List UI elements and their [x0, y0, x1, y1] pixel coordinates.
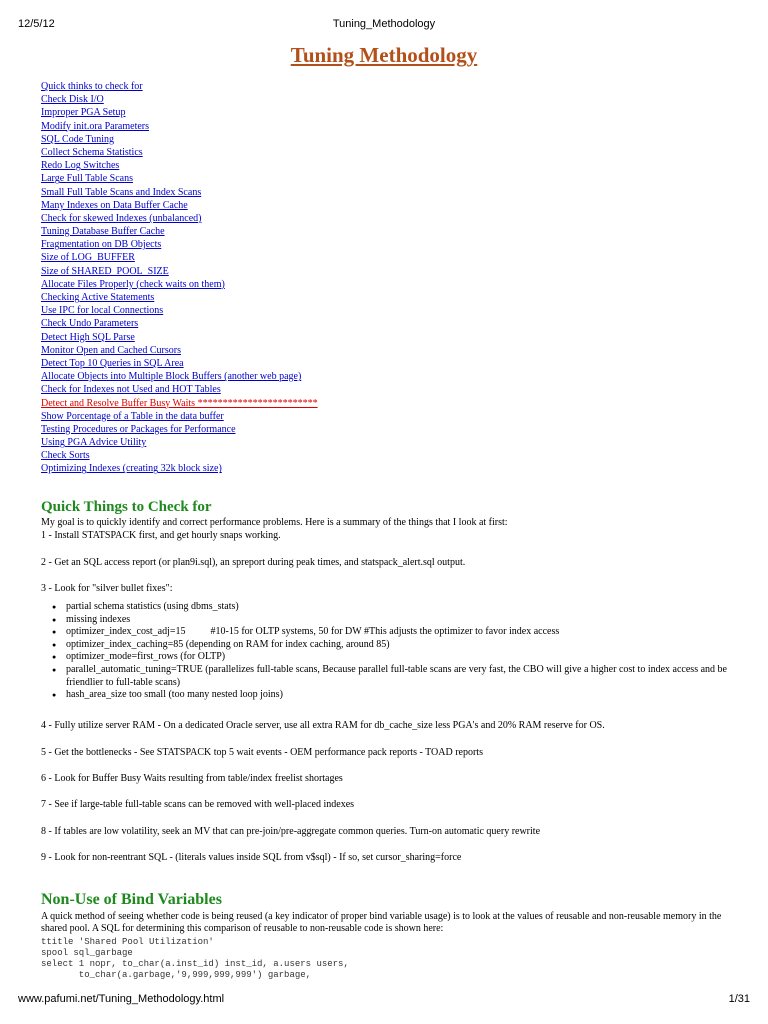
step-4: 4 - Fully utilize server RAM - On a dedicated Oracle server, use all extra RAM for db_cache_size less PGA's and 20% RAM reserve for OS.	[41, 720, 605, 731]
page-number: 1/31	[728, 993, 750, 1005]
step-6: 6 - Look for Buffer Busy Waits resulting from table/index freelist shortages	[41, 773, 343, 784]
toc-link[interactable]: Redo Log Switches	[41, 160, 120, 172]
toc-link[interactable]: Detect High SQL Parse	[41, 331, 135, 343]
step-9: 9 - Look for non-reentrant SQL - (literals values inside SQL from v$sql) - If so, set cursor_sharing=force	[41, 852, 462, 863]
toc-item	[41, 357, 318, 370]
toc-item	[41, 291, 318, 304]
toc-link[interactable]: Allocate Objects into Multiple Block Buffers (another web page)	[41, 371, 302, 383]
list-item: ● hash_area_size too small (too many nested loop joins)	[52, 689, 742, 702]
toc-item	[41, 133, 318, 146]
toc-item	[41, 238, 318, 251]
toc-link[interactable]: Modify init.ora Parameters	[41, 120, 150, 132]
toc-link[interactable]: Small Full Table Scans and Index Scans	[41, 186, 202, 198]
toc-link[interactable]: Detect Top 10 Queries in SQL Area	[41, 357, 184, 369]
silver-bullet-list	[52, 601, 742, 702]
list-item: ● parallel_automatic_tuning=TRUE (parallelizes full-table scans, Because parallel full-table scans are very fast, the CBO will give a higher cost to index access and be friendlier to full-table scans)	[52, 664, 742, 689]
toc-link[interactable]: Allocate Files Properly (check waits on them)	[41, 278, 225, 290]
toc-link[interactable]: Using PGA Advice Utility	[41, 437, 147, 449]
toc-link[interactable]: Size of SHARED_POOL_SIZE	[41, 265, 169, 277]
page-url: www.pafumi.net/Tuning_Methodology.html	[18, 993, 225, 1005]
step-1: 1 - Install STATSPACK first, and get hourly snaps working.	[41, 530, 281, 541]
toc-link[interactable]: Check Undo Parameters	[41, 318, 139, 330]
list-item: ● optimizer_index_cost_adj=15 #10-15 for OLTP systems, 50 for DW #This adjusts the optimizer to favor index access	[52, 626, 742, 639]
toc-item	[41, 159, 318, 172]
toc-item	[41, 225, 318, 238]
list-item: ● partial schema statistics (using dbms_stats)	[52, 601, 742, 614]
toc-item	[41, 370, 318, 383]
list-item: ● optimizer_mode=first_rows (for OLTP)	[52, 651, 742, 664]
toc-item	[41, 304, 318, 317]
step-8: 8 - If tables are low volatility, seek an MV that can pre-join/pre-aggregate common queries. Turn-on automatic query rewrite	[41, 826, 541, 837]
toc-item	[41, 423, 318, 436]
toc-item	[41, 331, 318, 344]
toc-link[interactable]: Large Full Table Scans	[41, 173, 133, 185]
toc-item	[41, 449, 318, 462]
sql-code-block: ttitle 'Shared Pool Utilization' spool sql_garbage select 1 nopr, to_char(a.inst_id) inst_id, a.users users, to_char(a.garbage,'9,999,999,999') garbage,	[41, 937, 349, 980]
list-item: ● missing indexes	[52, 614, 742, 627]
toc-item	[41, 186, 318, 199]
toc-link[interactable]: SQL Code Tuning	[41, 133, 114, 145]
section-heading-quick-things: Quick Things to Check for	[41, 499, 212, 515]
toc-item	[41, 278, 318, 291]
bind-variables-paragraph: A quick method of seeing whether code is being reused (a key indicator of proper bind variable usage) is to look at the values of reusable and non-reusable memory in the shared pool. A SQL for determining this comparison of reusable to non-reusable code is shown here:	[41, 911, 722, 934]
toc-item	[41, 462, 318, 475]
toc-link[interactable]: Monitor Open and Cached Cursors	[41, 344, 181, 356]
section-heading-bind-variables: Non-Use of Bind Variables	[41, 891, 222, 908]
toc-item	[41, 410, 318, 423]
toc-link[interactable]: Many Indexes on Data Buffer Cache	[41, 199, 188, 211]
toc-item	[41, 265, 318, 278]
list-item: ● optimizer_index_caching=85 (depending on RAM for index caching, around 85)	[52, 639, 742, 652]
toc-link[interactable]: Use IPC for local Connections	[41, 305, 164, 317]
toc-item	[41, 172, 318, 185]
toc-link[interactable]: Collect Schema Statistics	[41, 146, 143, 158]
toc-item	[41, 212, 318, 225]
toc-item	[41, 80, 318, 93]
step-5: 5 - Get the bottlenecks - See STATSPACK top 5 wait events - OEM performance pack reports - TOAD reports	[41, 747, 483, 758]
page-title: Tuning Methodology	[290, 43, 478, 67]
toc-link[interactable]: Quick thinks to check for	[41, 81, 143, 92]
print-date: 12/5/12	[18, 18, 55, 30]
toc-link[interactable]: Check Disk I/O	[41, 94, 104, 106]
toc-link[interactable]: Testing Procedures or Packages for Performance	[41, 423, 236, 435]
toc-link[interactable]: Check for skewed Indexes (unbalanced)	[41, 212, 202, 224]
toc-item	[41, 199, 318, 212]
step-3: 3 - Look for "silver bullet fixes":	[41, 583, 173, 594]
toc-item	[41, 106, 318, 119]
toc-link[interactable]: Check Sorts	[41, 450, 90, 462]
toc-item	[41, 397, 318, 410]
toc-link[interactable]: Fragmentation on DB Objects	[41, 239, 162, 251]
toc-link[interactable]: Improper PGA Setup	[41, 107, 126, 119]
step-7: 7 - See if large-table full-table scans can be removed with well-placed indexes	[41, 799, 355, 810]
toc-item	[41, 251, 318, 264]
toc-item	[41, 344, 318, 357]
toc-item	[41, 146, 318, 159]
toc-item	[41, 383, 318, 396]
toc-link[interactable]: Check for Indexes not Used and HOT Tables	[41, 384, 221, 396]
toc-link[interactable]: Optimizing Indexes (creating 32k block size)	[41, 463, 222, 475]
toc-link[interactable]: Checking Active Statements	[41, 292, 155, 303]
toc-item	[41, 93, 318, 106]
toc-link[interactable]: Tuning Database Buffer Cache	[41, 226, 165, 238]
toc-link-highlighted[interactable]: Detect and Resolve Buffer Busy Waits ************************	[41, 397, 318, 409]
toc-item	[41, 436, 318, 449]
print-doc-title: Tuning_Methodology	[332, 18, 436, 30]
toc-link[interactable]: Show Porcentage of a Table in the data buffer	[41, 410, 224, 422]
toc-item	[41, 317, 318, 330]
toc-item	[41, 120, 318, 133]
toc-link[interactable]: Size of LOG_BUFFER	[41, 252, 135, 264]
section-intro: My goal is to quickly identify and correct performance problems. Here is a summary of the things that I look at first:	[41, 517, 508, 528]
table-of-contents	[41, 80, 318, 476]
step-2: 2 - Get an SQL access report (or plan9i.sql), an spreport during peak times, and statspack_alert.sql output.	[41, 557, 466, 568]
